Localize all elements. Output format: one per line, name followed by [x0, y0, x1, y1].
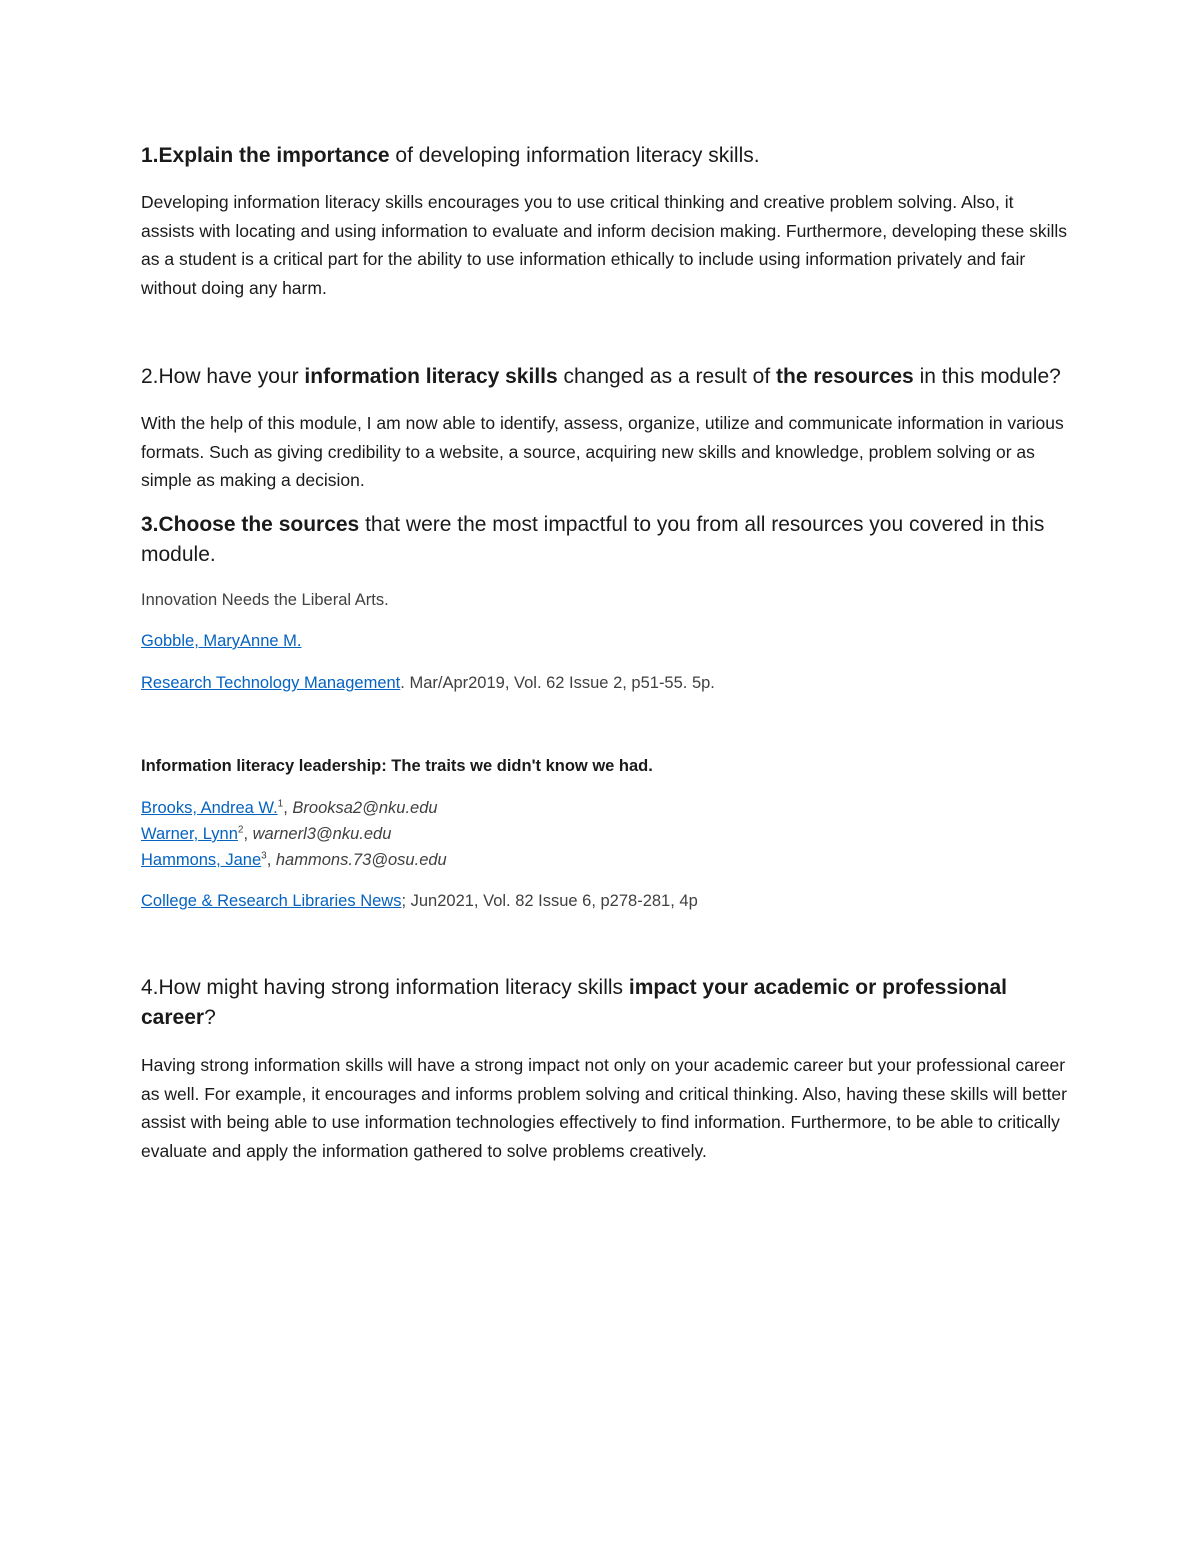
author-link[interactable]: Gobble, MaryAnne M. — [141, 632, 302, 650]
source-2-title: Information literacy leadership: The traits we didn't know we had. — [141, 757, 653, 775]
journal-link[interactable]: Research Technology Management — [141, 674, 401, 692]
author-link[interactable]: Brooks, Andrea W. — [141, 799, 278, 817]
question-1-heading: 1.Explain the importance of developing information literacy skills. — [141, 144, 760, 167]
author-email: hammons.73@osu.edu — [275, 851, 447, 869]
source-1-journal: Research Technology Management. Mar/Apr2019, Vol. 62 Issue 2, p51-55. 5p. — [141, 674, 715, 692]
source-2-journal: College & Research Libraries News; Jun2021, Vol. 82 Issue 6, p278-281, 4p — [141, 892, 698, 910]
journal-link[interactable]: College & Research Libraries News — [141, 892, 402, 910]
source-1-title: Innovation Needs the Liberal Arts. — [141, 591, 389, 609]
source-2-author-1: Brooks, Andrea W.$^1$, Brooksa2@nku.edu — [141, 798, 438, 817]
source-2-author-2: Warner, Lynn$^2$, warnerl3@nku.edu — [141, 824, 392, 843]
source-2-author-3: Hammons, Jane$^3$, hammons.73@osu.edu — [141, 850, 447, 869]
question-3-heading: 3.Choose the sources that were the most impactful to you from all resources you covered in this module. — [141, 513, 1045, 566]
answer-1-paragraph: Developing information literacy skills encourages you to use critical thinking and creative problem solving. Also, it assists with locating and using information to evaluate and inform decision making. Furthermore, developing these skills as a student is a critical part for the ability to use information ethically to include using information privately and fair without doing any harm. — [141, 192, 1068, 298]
question-4-heading: 4.How might having strong information literacy skills impact your academic or professional career? — [141, 976, 1007, 1029]
author-link[interactable]: Warner, Lynn — [141, 825, 238, 843]
author-email: warnerl3@nku.edu — [252, 825, 392, 843]
question-2-heading: 2.How have your information literacy skills changed as a result of the resources in this module? — [141, 365, 1061, 388]
answer-2-paragraph: With the help of this module, I am now able to identify, assess, organize, utilize and communicate information in various formats. Such as giving credibility to a website, a source, acquiring new skills and knowledge, problem solving or as simple as making a decision. — [141, 413, 1064, 490]
answer-4-paragraph: Having strong information skills will have a strong impact not only on your academic career but your professional career as well. For example, it encourages and informs problem solving and critical thinking. Also, having these skills will better assist with being able to use information technologies effectively to find information. Furthermore, to be able to critically evaluate and apply the information gathered to solve problems creatively. — [141, 1055, 1067, 1161]
source-1-author — [141, 628, 302, 654]
author-email: Brooksa2@nku.edu — [292, 799, 438, 817]
author-link[interactable]: Hammons, Jane — [141, 851, 262, 869]
